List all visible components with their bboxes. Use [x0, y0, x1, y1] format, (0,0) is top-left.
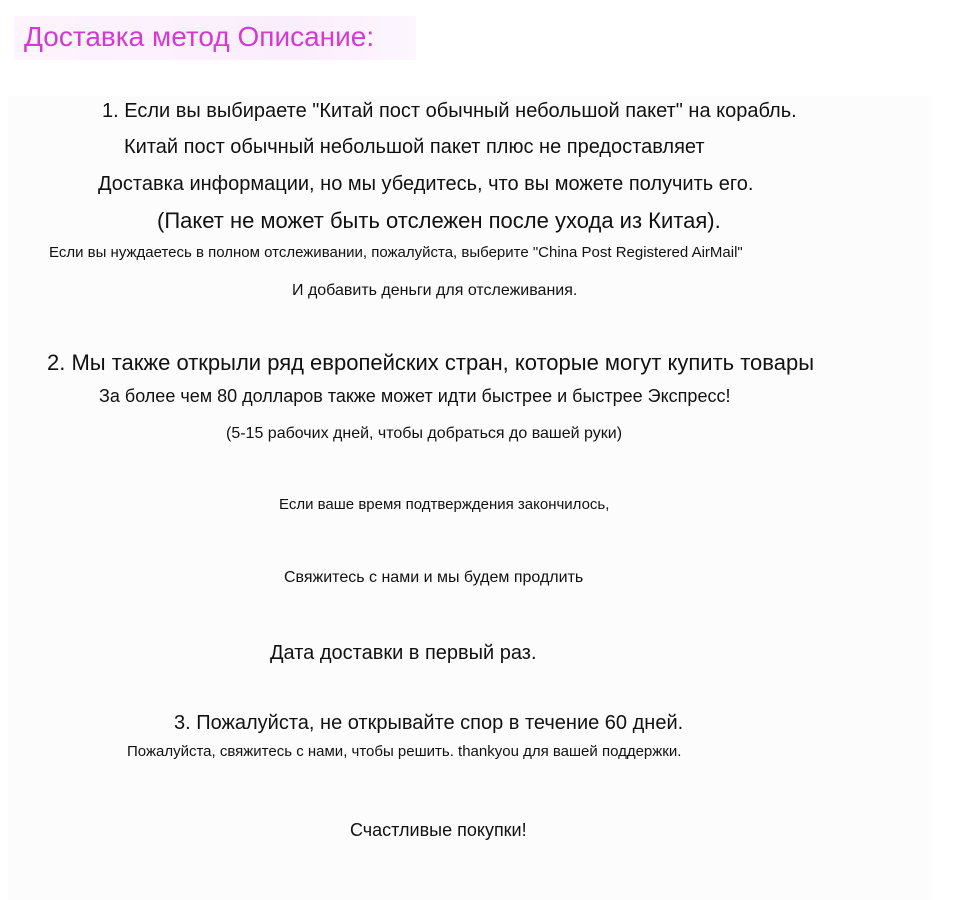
section1-line1: 1. Если вы выбираете "Китай пост обычный небольшой пакет" на корабль. — [102, 100, 797, 122]
extension-line2: Свяжитесь с нами и мы будем продлить — [284, 569, 584, 586]
section3-line2: Пожалуйста, свяжитесь с нами, чтобы решить. thankyou для вашей поддержки. — [127, 743, 682, 760]
section2-line1: 2. Мы также открыли ряд европейских стран, которые могут купить товары — [47, 350, 815, 375]
section2-line2: За более чем 80 долларов также может идти быстрее и быстрее Экспресс! — [99, 386, 731, 406]
section1-line6: И добавить деньги для отслеживания. — [292, 282, 578, 299]
section1-line4: (Пакет не может быть отслежен после ухода из Китая). — [157, 208, 721, 233]
section1-tracking-note: Если вы нуждаетесь в полном отслеживании, пожалуйста, выберите "China Post Registered AirMail" — [49, 244, 743, 261]
closing-text: Счастливые покупки! — [350, 820, 527, 840]
extension-line1: Если ваше время подтверждения закончилось, — [279, 496, 610, 513]
section1-line2: Китай пост обычный небольшой пакет плюс не предоставляет — [124, 136, 705, 158]
section3-line1: 3. Пожалуйста, не открывайте спор в течение 60 дней. — [174, 712, 684, 734]
section1-line3: Доставка информации, но мы убедитесь, что вы можете получить его. — [98, 173, 754, 195]
section2-line3: (5-15 рабочих дней, чтобы добраться до вашей руки) — [226, 425, 623, 442]
extension-line3: Дата доставки в первый раз. — [270, 642, 537, 664]
page-title: Доставка метод Описание: — [24, 21, 375, 52]
